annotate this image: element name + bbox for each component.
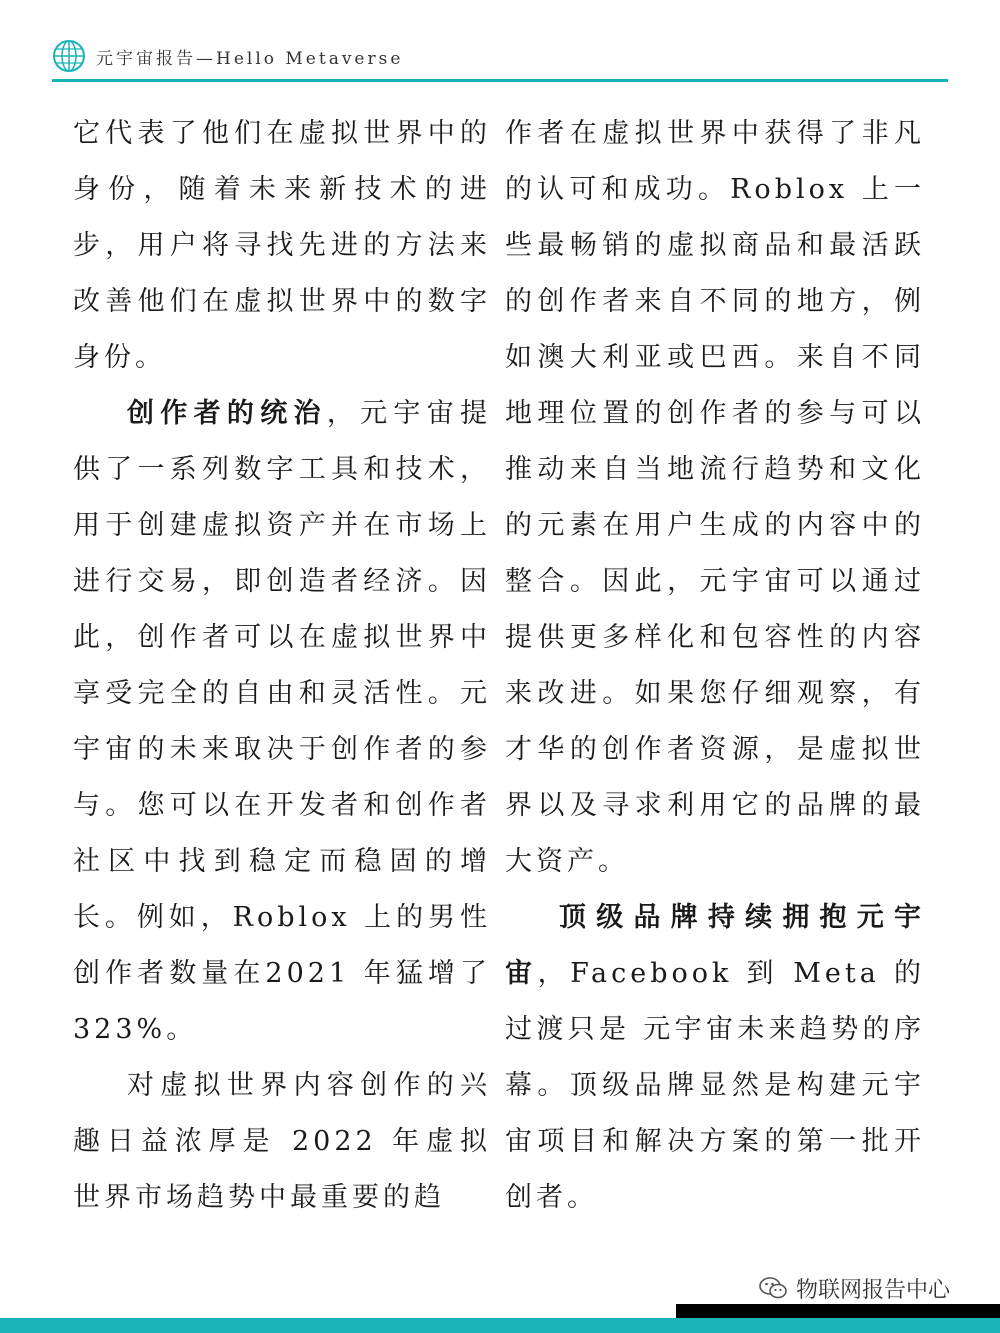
paragraph: 对虚拟世界内容创作的兴趣日益浓厚是 2022 年虚拟世界市场趋势中最重要的趋 xyxy=(73,1070,491,1213)
bold-heading: 顶级品牌持续拥抱元宇宙 xyxy=(505,902,925,989)
paragraph xyxy=(73,386,491,1058)
bold-heading: 创作者的统治 xyxy=(127,398,327,429)
right-column xyxy=(505,106,925,1226)
watermark xyxy=(758,1272,950,1304)
wechat-icon xyxy=(758,1275,788,1301)
page-header xyxy=(52,36,403,76)
globe-icon xyxy=(52,39,86,73)
watermark-text: 物联网报告中心 xyxy=(796,1277,951,1303)
footer-bar xyxy=(0,1318,1000,1333)
left-column xyxy=(73,106,491,1226)
footer-tab xyxy=(676,1304,1000,1318)
paragraph xyxy=(505,890,925,1226)
paragraph-text: ，Facebook 到 Meta 的过渡只是 元宇宙未来趋势的序幕。顶级品牌显然是构建元宇宙项目和解决方案的第一批开创者。 xyxy=(505,958,926,1213)
paragraph-text: ，元宇宙提供了一系列数字工具和技术，用于创建虚拟资产并在市场上进行交易，即创造者经济。因此，创作者可以在虚拟世界中享受完全的自由和灵活性。元宇宙的未来取决于创作者的参与。您可以在开发者和创作者社区中找到稳定而稳固的增长。例如，Roblox 上的男性创作者数量在2021 年猛增了323%。 xyxy=(73,398,492,1045)
header-divider xyxy=(52,79,948,82)
paragraph: 它代表了他们在虚拟世界中的身份，随着未来新技术的进步，用户将寻找先进的方法来改善他们在虚拟世界中的数字身份。 xyxy=(73,118,491,373)
header-title: 元宇宙报告—Hello Metaverse xyxy=(96,48,404,69)
paragraph: 作者在虚拟世界中获得了非凡的认可和成功。Roblox 上一些最畅销的虚拟商品和最活跃的创作者来自不同的地方，例如澳大利亚或巴西。来自不同地理位置的创作者的参与可以推动来自当地流行趋势和文化的元素在用户生成的内容中的整合。因此，元宇宙可以通过提供更多样化和包容性的内容来改进。如果您仔细观察，有才华的创作者资源，是虚拟世界以及寻求利用它的品牌的最大资产。 xyxy=(505,118,925,877)
